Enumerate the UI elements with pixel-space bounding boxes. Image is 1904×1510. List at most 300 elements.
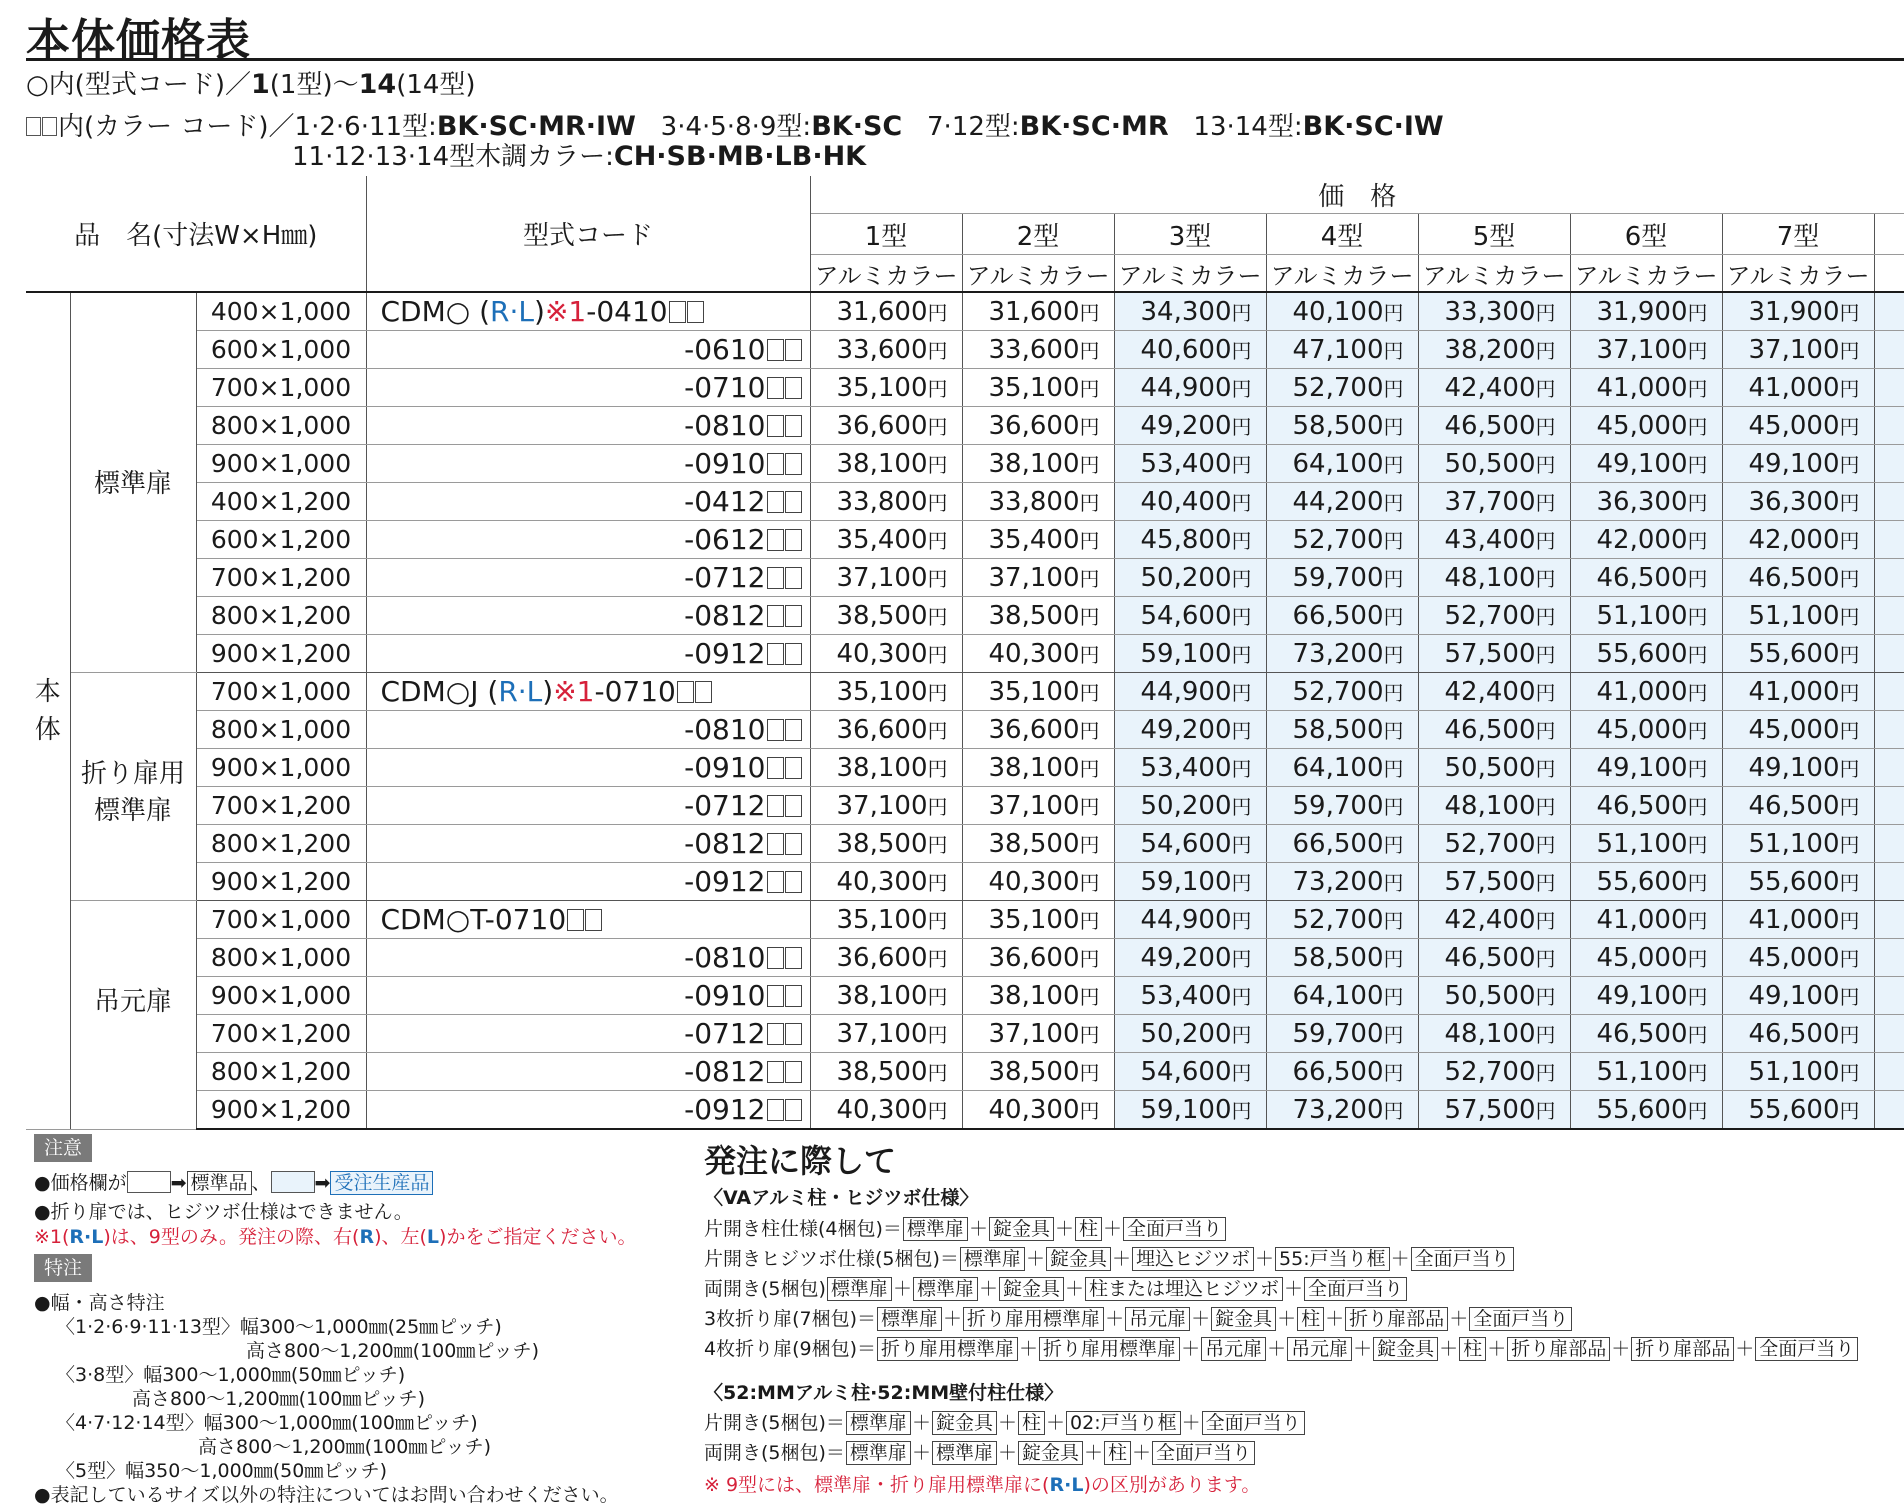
yen-unit: 円 [1079, 756, 1100, 781]
price-value: 45,800 [1140, 524, 1232, 555]
price-value: 37,100 [988, 562, 1080, 593]
yen-unit: 円 [1687, 642, 1708, 667]
price-value: 46,500 [1748, 562, 1840, 593]
note-rl-c: )、左( [374, 1226, 427, 1248]
va-line [704, 1244, 1515, 1271]
price-value: 64,100 [1292, 448, 1384, 479]
table-row [26, 635, 1904, 673]
price-cell [1114, 445, 1266, 483]
yen-unit: 円 [1231, 376, 1252, 401]
price-cell [810, 939, 962, 977]
type-header: 5型 [1418, 214, 1570, 255]
order-label: 両開き(5梱包)＝ [704, 1442, 845, 1464]
price-value: 38,100 [836, 752, 928, 783]
box-icon [687, 301, 704, 323]
yen-unit: 円 [1231, 680, 1252, 705]
code-cell: -0910 [366, 749, 810, 787]
price-value: 49,200 [1140, 714, 1232, 745]
price-value: 36,300 [1596, 486, 1688, 517]
yen-unit: 円 [1079, 946, 1100, 971]
arrow-right-icon: ➡ [170, 1172, 187, 1194]
price-value: 36,600 [836, 942, 928, 973]
plus-icon: ＋ [1111, 1248, 1131, 1270]
price-cell [1418, 977, 1570, 1015]
box-icon [785, 339, 802, 361]
size-cell: 600×1,000 [196, 331, 366, 369]
code-cell: -0712 [366, 1015, 810, 1053]
color-header: アルミカラー [962, 255, 1114, 293]
price-value: 37,100 [1748, 334, 1840, 365]
wood-colors: CH·SB·MB·LB·HK [613, 141, 867, 172]
price-cell [1418, 292, 1570, 331]
price-cell [1570, 825, 1722, 863]
price-value: 38,500 [988, 600, 1080, 631]
size-cell: 900×1,200 [196, 863, 366, 901]
va-line [704, 1274, 1408, 1301]
yen-unit: 円 [927, 566, 948, 591]
color-c-label: 7·12型: [927, 112, 1020, 142]
yen-unit: 円 [1231, 528, 1252, 553]
box-icon [785, 871, 802, 893]
box-icon [767, 985, 784, 1007]
price-value: 36,600 [988, 942, 1080, 973]
color-legend-text: 内(カラー コード)／1·2·6·11型: [58, 112, 437, 142]
order-part: 柱 [1075, 1217, 1102, 1241]
price-value: 44,900 [1140, 676, 1232, 707]
size-cell: 800×1,000 [196, 407, 366, 445]
price-cell [1722, 1015, 1874, 1053]
price-value: 34,300 [1140, 296, 1232, 327]
yen-unit: 円 [1231, 490, 1252, 515]
price-value: 58,500 [1292, 714, 1384, 745]
yen-unit: 円 [1839, 604, 1860, 629]
price-cell [1722, 483, 1874, 521]
yen-unit: 円 [1839, 756, 1860, 781]
order-part: 02:戸当り框 [1066, 1411, 1181, 1435]
foot-rl: R·L [1049, 1474, 1084, 1496]
note-rl-a: ※1( [34, 1226, 70, 1248]
order-part: 柱 [1297, 1307, 1324, 1331]
color-a: BK·SC·MR·IW [436, 111, 636, 142]
legend-from-note: (1型)～ [269, 70, 359, 100]
price-cell [1570, 445, 1722, 483]
price-cell [1114, 292, 1266, 331]
yen-unit: 円 [1535, 794, 1556, 819]
price-cell-overflow [1874, 901, 1904, 939]
price-cell [810, 1053, 962, 1091]
price-value: 52,700 [1292, 524, 1384, 555]
plus-icon: ＋ [997, 1412, 1017, 1434]
price-cell [1722, 597, 1874, 635]
yen-unit: 円 [1687, 908, 1708, 933]
price-value: 40,300 [988, 638, 1080, 669]
color-header: アルミカラー [1570, 255, 1722, 293]
yen-unit: 円 [1079, 1022, 1100, 1047]
plus-icon: ＋ [1054, 1218, 1074, 1240]
price-value: 38,100 [988, 752, 1080, 783]
yen-unit: 円 [927, 376, 948, 401]
box-icon [785, 453, 802, 475]
yen-unit: 円 [1535, 870, 1556, 895]
price-cell [1114, 977, 1266, 1015]
price-cell [1114, 711, 1266, 749]
order-part: 柱 [1459, 1337, 1486, 1361]
code-cell: -0710 [366, 369, 810, 407]
box-icon [767, 719, 784, 741]
yen-unit: 円 [927, 338, 948, 363]
order-part: 標準扉 [960, 1247, 1025, 1271]
table-row [26, 863, 1904, 901]
price-value: 33,800 [836, 486, 928, 517]
yen-unit: 円 [1839, 414, 1860, 439]
yen-unit: 円 [1079, 680, 1100, 705]
yen-unit: 円 [1383, 756, 1404, 781]
price-cell [1722, 749, 1874, 787]
order-label: 3枚折り扉(7梱包)＝ [704, 1308, 877, 1330]
special-line-8: 〈5型〉幅350～1,000㎜(50㎜ピッチ) [56, 1460, 387, 1482]
price-value: 51,100 [1748, 828, 1840, 859]
price-cell [810, 787, 962, 825]
yen-unit: 円 [1079, 984, 1100, 1009]
price-cell [1570, 1015, 1722, 1053]
special-line-5: 高さ800～1,200㎜(100㎜ピッチ) [132, 1388, 425, 1410]
price-value: 50,200 [1140, 1018, 1232, 1049]
price-cell [1418, 825, 1570, 863]
price-cell [810, 863, 962, 901]
price-value: 52,700 [1444, 1056, 1536, 1087]
price-cell [962, 1015, 1114, 1053]
price-cell [810, 977, 962, 1015]
yen-unit: 円 [1079, 832, 1100, 857]
box-icon [767, 947, 784, 969]
order-footnote [704, 1470, 1260, 1497]
price-value: 59,100 [1140, 638, 1232, 669]
yen-unit: 円 [1839, 870, 1860, 895]
box-icon [785, 1099, 802, 1121]
yen-unit: 円 [1079, 414, 1100, 439]
price-cell [1266, 711, 1418, 749]
table-row [26, 521, 1904, 559]
price-value: 49,200 [1140, 942, 1232, 973]
yen-unit: 円 [1383, 908, 1404, 933]
price-cell [810, 711, 962, 749]
yen-unit: 円 [1535, 984, 1556, 1009]
price-cell-overflow [1874, 711, 1904, 749]
price-value: 38,500 [836, 600, 928, 631]
price-value: 40,300 [988, 1094, 1080, 1125]
price-value: 37,100 [836, 790, 928, 821]
price-value: 38,500 [988, 1056, 1080, 1087]
yen-unit: 円 [1839, 490, 1860, 515]
yen-unit: 円 [1079, 452, 1100, 477]
table-row [26, 977, 1904, 1015]
price-value: 38,100 [988, 448, 1080, 479]
circle-icon: ○ [445, 295, 471, 328]
price-cell-overflow [1874, 559, 1904, 597]
price-cell [1114, 863, 1266, 901]
yen-unit: 円 [1383, 300, 1404, 325]
price-cell [1418, 1053, 1570, 1091]
price-value: 49,100 [1748, 752, 1840, 783]
yen-unit: 円 [1383, 870, 1404, 895]
price-cell [1266, 1091, 1418, 1130]
price-cell [1570, 597, 1722, 635]
price-value: 46,500 [1444, 942, 1536, 973]
note-rl [34, 1222, 636, 1249]
plus-icon: ＋ [943, 1308, 963, 1330]
yen-unit: 円 [1687, 718, 1708, 743]
box-icon [767, 339, 784, 361]
special-line-4: 〈3·8型〉幅300～1,000㎜(50㎜ピッチ) [56, 1364, 406, 1386]
yen-unit: 円 [1687, 1022, 1708, 1047]
va-line [704, 1304, 1573, 1331]
box-icon [785, 719, 802, 741]
yen-unit: 円 [1687, 870, 1708, 895]
price-cell [1266, 292, 1418, 331]
price-value: 35,100 [988, 676, 1080, 707]
price-value: 40,300 [836, 1094, 928, 1125]
order-part: 55:戸当り框 [1275, 1247, 1390, 1271]
size-cell: 800×1,200 [196, 825, 366, 863]
yen-unit: 円 [1079, 376, 1100, 401]
price-value: 52,700 [1292, 372, 1384, 403]
title-rule [26, 58, 1904, 61]
note-text: ●価格欄が [34, 1172, 127, 1194]
price-value: 40,300 [836, 638, 928, 669]
code-cell: CDM○ (R·L)※1-0410 [366, 292, 810, 331]
price-cell [810, 635, 962, 673]
price-value: 44,200 [1292, 486, 1384, 517]
price-cell [1418, 939, 1570, 977]
yen-unit: 円 [1839, 718, 1860, 743]
arrow-right-icon: ➡ [314, 1172, 331, 1194]
circle-icon: ○ [445, 903, 471, 936]
yen-unit: 円 [1231, 1060, 1252, 1085]
yen-unit: 円 [1535, 718, 1556, 743]
type-header: 6型 [1570, 214, 1722, 255]
price-value: 41,000 [1596, 676, 1688, 707]
yen-unit: 円 [1535, 756, 1556, 781]
price-cell [1418, 445, 1570, 483]
price-value: 33,300 [1444, 296, 1536, 327]
price-cell [1114, 749, 1266, 787]
circle-icon: ○ [445, 675, 471, 708]
price-value: 57,500 [1444, 1094, 1536, 1125]
code-cell: -0812 [366, 1053, 810, 1091]
table-row [26, 369, 1904, 407]
price-value: 31,600 [836, 296, 928, 327]
price-cell [1570, 1053, 1722, 1091]
price-cell [1114, 597, 1266, 635]
order-label: 4枚折り扉(9梱包)＝ [704, 1338, 877, 1360]
price-value: 42,400 [1444, 904, 1536, 935]
page-title: 本体価格表 [26, 15, 251, 66]
plus-icon: ＋ [892, 1278, 912, 1300]
yen-unit: 円 [1535, 908, 1556, 933]
price-value: 45,000 [1748, 714, 1840, 745]
legend-text: ○内(型式コード)／ [26, 70, 251, 100]
mm-line [704, 1438, 1256, 1465]
plus-icon: ＋ [1025, 1248, 1045, 1270]
price-cell [1266, 521, 1418, 559]
price-cell [962, 445, 1114, 483]
price-value: 49,100 [1748, 980, 1840, 1011]
price-cell [1114, 901, 1266, 939]
price-cell [810, 559, 962, 597]
price-value: 64,100 [1292, 752, 1384, 783]
yen-unit: 円 [1383, 718, 1404, 743]
box-icon [767, 833, 784, 855]
yen-unit: 円 [1383, 376, 1404, 401]
code-cell: -0712 [366, 559, 810, 597]
yen-unit: 円 [1535, 338, 1556, 363]
yen-unit: 円 [927, 528, 948, 553]
yen-unit: 円 [1231, 642, 1252, 667]
order-part: 標準扉 [932, 1441, 997, 1465]
price-cell-overflow [1874, 445, 1904, 483]
price-cell [962, 597, 1114, 635]
price-value: 36,600 [836, 714, 928, 745]
yen-unit: 円 [1839, 832, 1860, 857]
plus-icon: ＋ [1181, 1412, 1201, 1434]
price-value: 58,500 [1292, 410, 1384, 441]
yen-unit: 円 [1079, 1098, 1100, 1123]
order-part: 折り扉用標準扉 [963, 1307, 1104, 1331]
yen-unit: 円 [1687, 566, 1708, 591]
price-cell [1266, 787, 1418, 825]
note-rl-code: R·L [69, 1226, 104, 1248]
yen-unit: 円 [1231, 832, 1252, 857]
price-cell [962, 407, 1114, 445]
order-part: 折り扉部品 [1345, 1307, 1448, 1331]
plus-icon: ＋ [1487, 1338, 1507, 1360]
price-value: 41,000 [1748, 904, 1840, 935]
price-value: 73,200 [1292, 866, 1384, 897]
price-value: 50,500 [1444, 448, 1536, 479]
yen-unit: 円 [927, 870, 948, 895]
price-value: 35,400 [988, 524, 1080, 555]
legend-to: 14 [358, 69, 397, 100]
price-cell-overflow [1874, 977, 1904, 1015]
price-cell [1114, 407, 1266, 445]
yen-unit: 円 [927, 680, 948, 705]
color-header: アルミカラー [1114, 255, 1266, 293]
price-value: 33,600 [836, 334, 928, 365]
plus-icon: ＋ [968, 1218, 988, 1240]
order-part: 全面戸当り [1152, 1441, 1255, 1465]
price-value: 54,600 [1140, 600, 1232, 631]
price-cell [1418, 407, 1570, 445]
price-cell [1418, 1091, 1570, 1130]
price-value: 38,100 [988, 980, 1080, 1011]
price-cell [1722, 673, 1874, 711]
price-cell [962, 749, 1114, 787]
order-part: 折り扉部品 [1507, 1337, 1610, 1361]
order-part: 全面戸当り [1755, 1337, 1858, 1361]
price-cell [810, 521, 962, 559]
yen-unit: 円 [1383, 1098, 1404, 1123]
price-cell-overflow [1874, 521, 1904, 559]
box-icon [767, 1023, 784, 1045]
price-cell [1722, 863, 1874, 901]
size-cell: 700×1,000 [196, 369, 366, 407]
size-cell: 800×1,200 [196, 1053, 366, 1091]
yen-unit: 円 [1535, 528, 1556, 553]
table-row [26, 939, 1904, 977]
price-value: 58,500 [1292, 942, 1384, 973]
price-cell [962, 939, 1114, 977]
order-part: 埋込ヒジツボ [1132, 1247, 1254, 1271]
price-cell [1114, 1091, 1266, 1130]
price-value: 40,400 [1140, 486, 1232, 517]
yen-unit: 円 [1687, 832, 1708, 857]
yen-unit: 円 [1079, 528, 1100, 553]
price-value: 55,600 [1596, 866, 1688, 897]
order-part: 柱 [1018, 1411, 1045, 1435]
price-cell-overflow [1874, 1091, 1904, 1130]
price-cell [1418, 331, 1570, 369]
group-name: 吊元扉 [70, 901, 196, 1130]
yen-unit: 円 [927, 1098, 948, 1123]
note-rl-b: )は、9型のみ。発注の際、右( [103, 1226, 360, 1248]
price-cell [1266, 597, 1418, 635]
table-row [26, 825, 1904, 863]
rl-open: ( [470, 295, 491, 328]
color-header: アルミカラー [810, 255, 962, 293]
yen-unit: 円 [1079, 300, 1100, 325]
price-value: 73,200 [1292, 638, 1384, 669]
price-value: 73,200 [1292, 1094, 1384, 1125]
price-cell [962, 369, 1114, 407]
price-cell [1570, 635, 1722, 673]
price-cell [1418, 597, 1570, 635]
price-cell [1722, 635, 1874, 673]
price-value: 46,500 [1596, 562, 1688, 593]
price-value: 49,200 [1140, 410, 1232, 441]
box-icon [785, 1061, 802, 1083]
yen-unit: 円 [1839, 642, 1860, 667]
special-badge: 特注 [34, 1254, 92, 1282]
yen-unit: 円 [1839, 1022, 1860, 1047]
price-cell [962, 901, 1114, 939]
order-part: 折り扉用標準扉 [877, 1337, 1018, 1361]
price-value: 51,100 [1748, 1056, 1840, 1087]
yen-unit: 円 [1839, 452, 1860, 477]
yen-unit: 円 [1383, 1022, 1404, 1047]
yen-unit: 円 [1535, 946, 1556, 971]
yen-unit: 円 [1687, 376, 1708, 401]
price-cell [962, 1091, 1114, 1130]
table-row [26, 749, 1904, 787]
order-part: 柱 [1104, 1441, 1131, 1465]
box-icon [42, 117, 57, 136]
price-value: 55,600 [1748, 1094, 1840, 1125]
order-title: 発注に際して [704, 1142, 897, 1180]
note-rl-d: )かをご指定ください。 [439, 1226, 637, 1248]
yen-unit: 円 [1383, 832, 1404, 857]
price-value: 66,500 [1292, 828, 1384, 859]
price-cell [1266, 749, 1418, 787]
price-cell [962, 711, 1114, 749]
code-cell: -0810 [366, 407, 810, 445]
caution-badge: 注意 [34, 1134, 92, 1162]
yen-unit: 円 [1839, 984, 1860, 1009]
price-value: 53,400 [1140, 980, 1232, 1011]
table-row [26, 901, 1904, 939]
special-line-6: 〈4·7·12·14型〉幅300～1,000㎜(100㎜ピッチ) [56, 1412, 478, 1434]
code-cell: -0910 [366, 445, 810, 483]
box-icon [767, 605, 784, 627]
